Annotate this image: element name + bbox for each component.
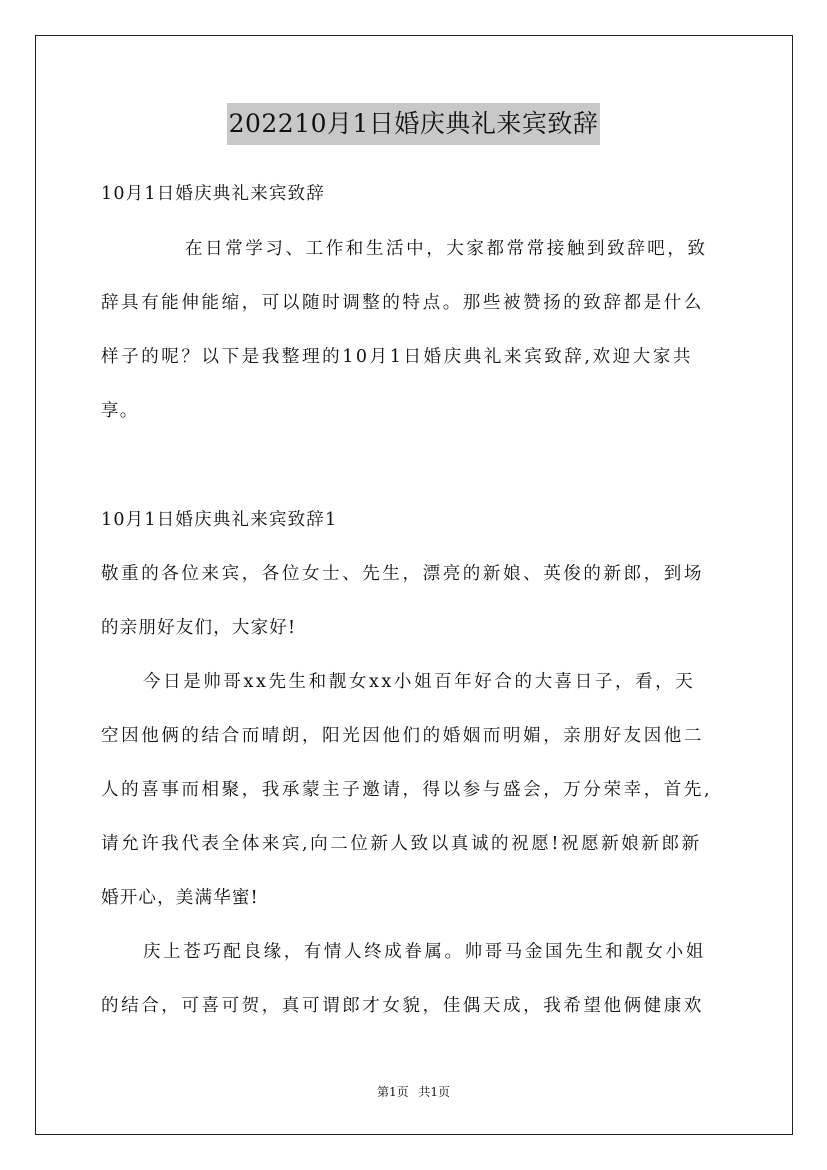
body-line-8: 庆上苍巧配良缘，有情人终成眷属。帅哥马金国先生和靓女小姐 xyxy=(143,942,706,962)
body-line-2: 的亲朋好友们，大家好! xyxy=(101,618,297,638)
body-line-6: 请允许我代表全体来宾,向二位新人致以真诚的祝愿!祝愿新娘新郎新 xyxy=(101,834,702,854)
page-number: 第1页 xyxy=(376,1085,409,1099)
body-line-4: 空因他俩的结合而晴朗，阳光因他们的婚姻而明媚，亲朋好友因他二 xyxy=(101,726,704,746)
document-subtitle: 10月1日婚庆典礼来宾致辞 xyxy=(101,184,326,204)
intro-line-1: 在日常学习、工作和生活中，大家都常常接触到致辞吧，致 xyxy=(185,239,708,259)
document-title-text: 202210月1日婚庆典礼来宾致辞 xyxy=(227,103,601,145)
intro-line-3: 样子的呢？以下是我整理的10月1日婚庆典礼来宾致辞,欢迎大家共 xyxy=(101,347,694,367)
body-line-9: 的结合，可喜可贺，真可谓郎才女貌，佳偶天成，我希望他俩健康欢 xyxy=(101,996,704,1016)
page-footer xyxy=(0,1084,827,1100)
body-line-7: 婚开心，美满华蜜! xyxy=(101,888,259,908)
intro-line-2: 辞具有能伸能缩，可以随时调整的特点。那些被赞扬的致辞都是什么 xyxy=(101,293,704,313)
body-line-5: 人的喜事而相聚，我承蒙主子邀请，得以参与盛会，万分荣幸，首先, xyxy=(101,780,713,800)
body-line-1: 敬重的各位来宾，各位女士、先生，漂亮的新娘、英俊的新郎，到场 xyxy=(101,564,704,584)
body-line-3: 今日是帅哥xx先生和靓女xx小姐百年好合的大喜日子，看，天 xyxy=(143,672,696,692)
section-heading: 10月1日婚庆典礼来宾致辞1 xyxy=(101,510,338,530)
intro-line-4: 享。 xyxy=(101,401,139,421)
page-total: 共1页 xyxy=(418,1085,451,1099)
document-title xyxy=(0,102,827,145)
